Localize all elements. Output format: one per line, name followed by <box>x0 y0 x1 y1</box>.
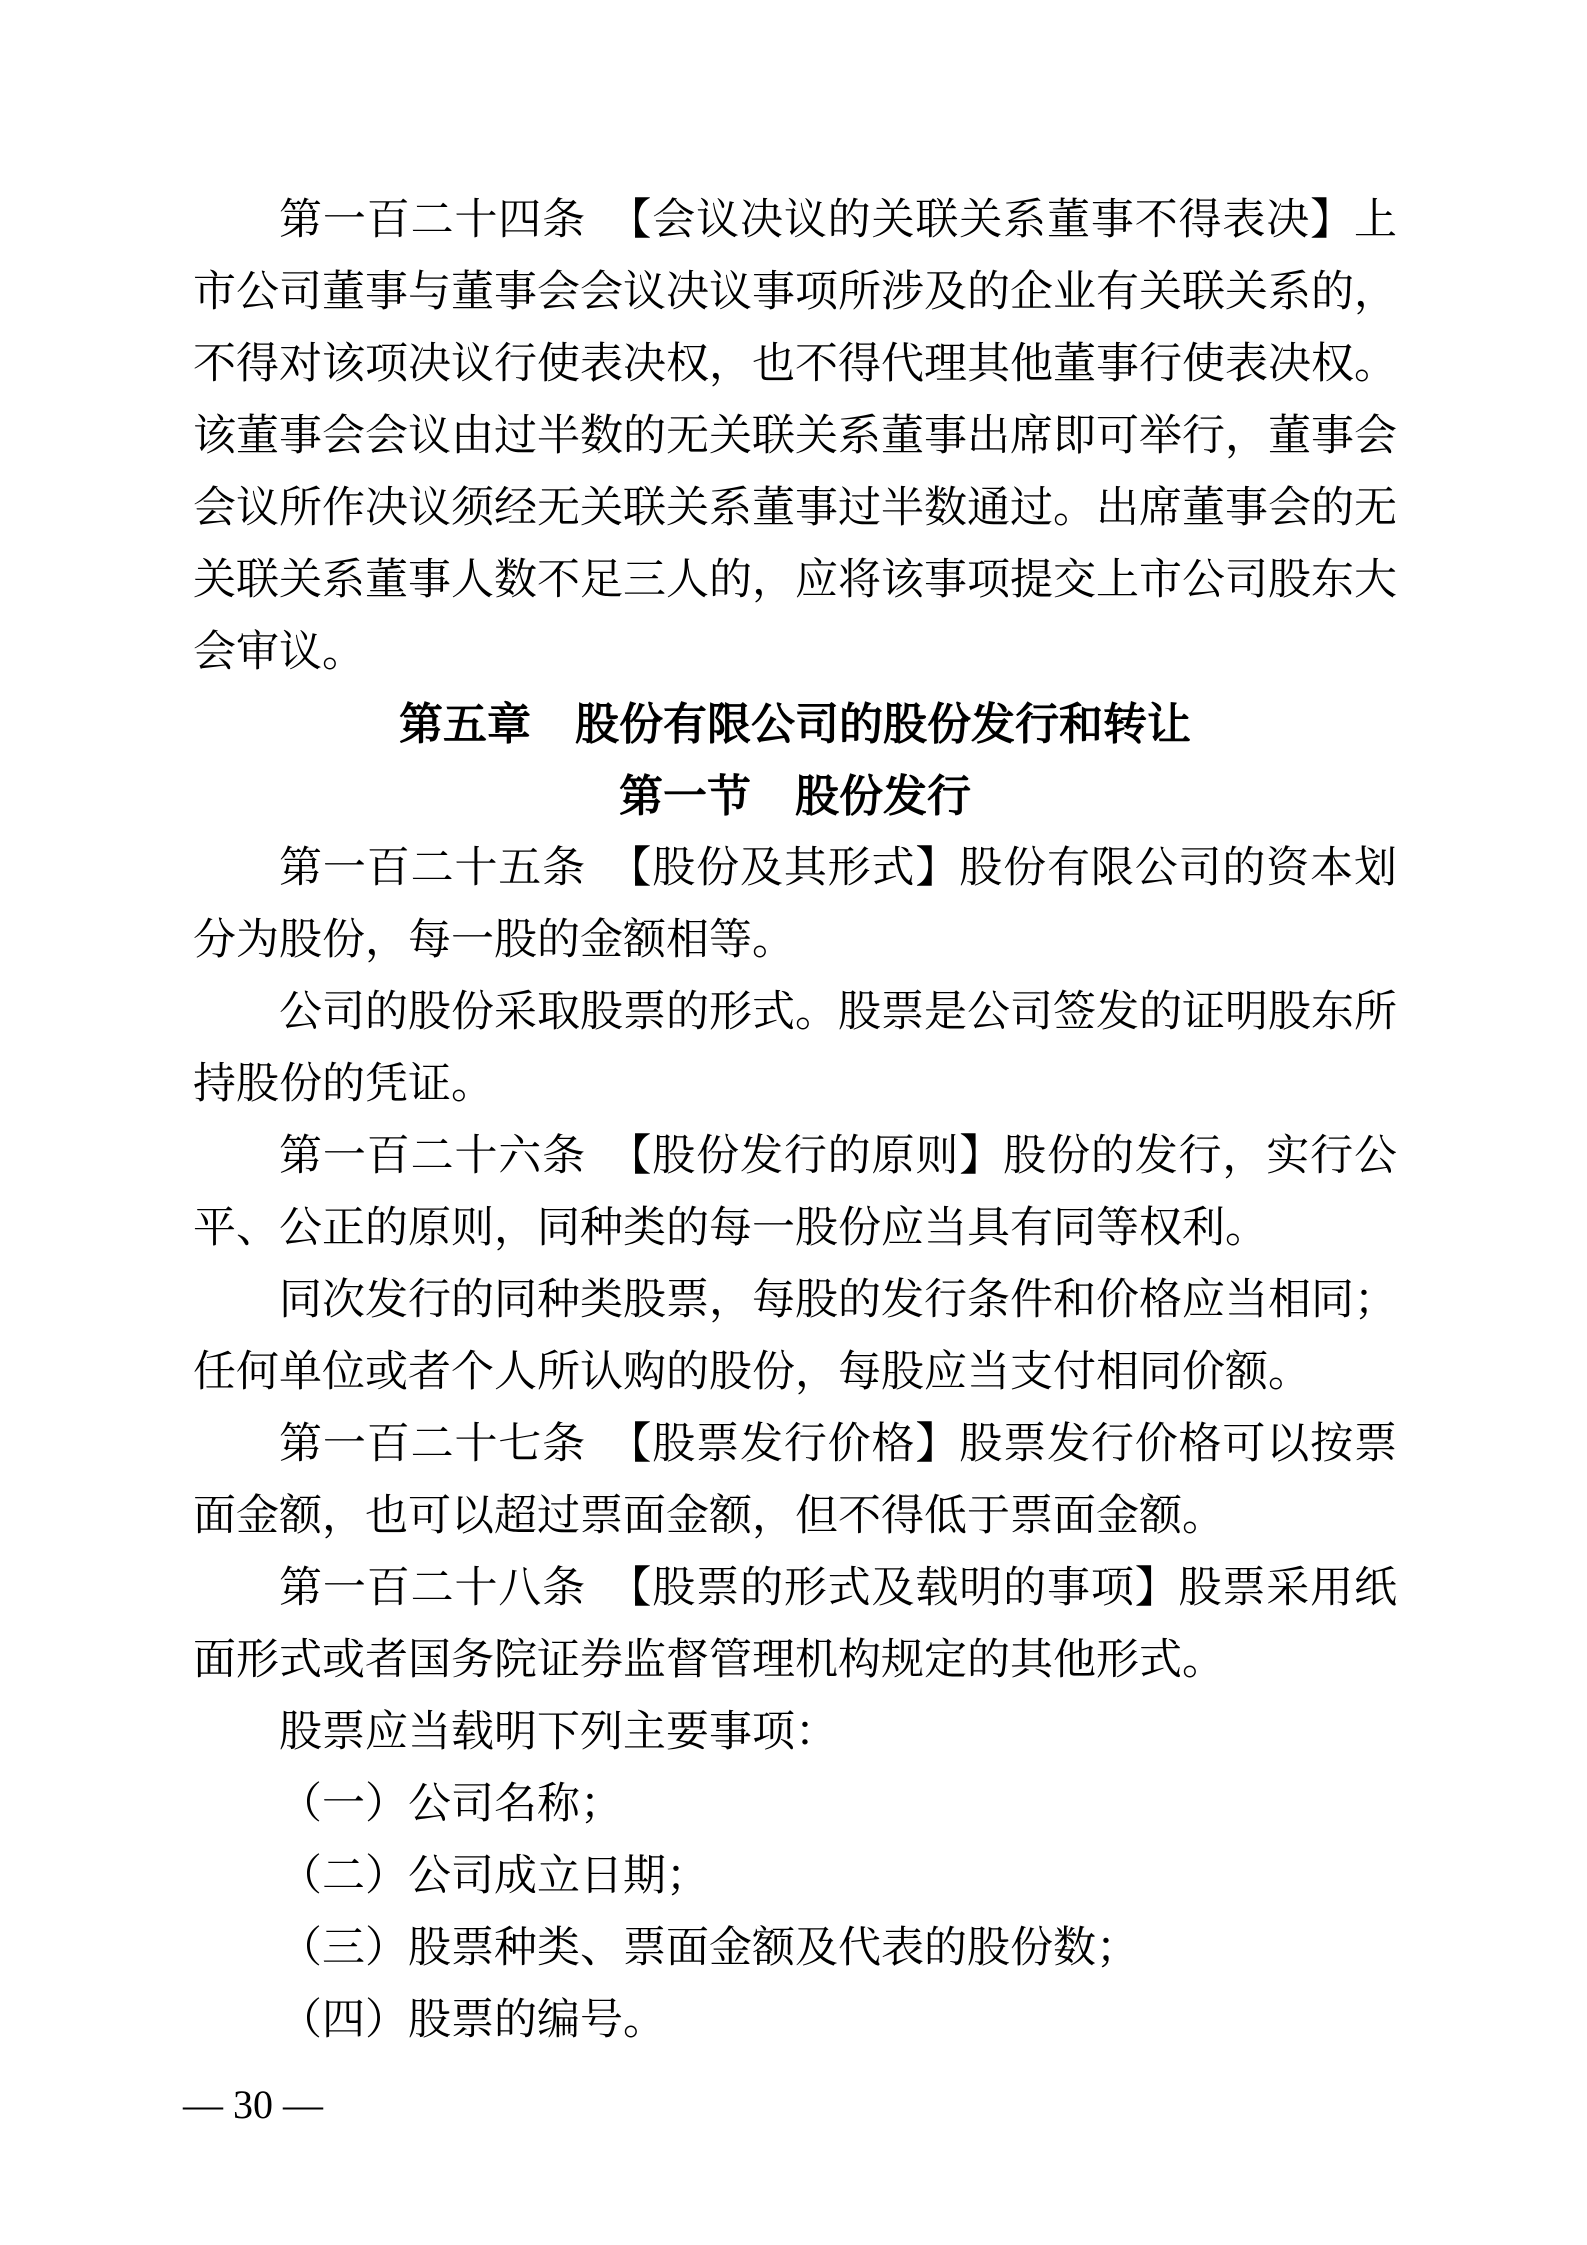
text-line: 同次发行的同种类股票，每股的发行条件和价格应当相同； <box>279 1277 1397 1324</box>
text-line: 会议所作决议须经无关联关系董事过半数通过。出席董事会的无 <box>193 485 1397 532</box>
text-line: 平、公正的原则，同种类的每一股份应当具有同等权利。 <box>193 1205 1268 1252</box>
text-line: （三）股票种类、票面金额及代表的股份数； <box>279 1925 1139 1972</box>
text-line: （四）股票的编号。 <box>279 1997 666 2044</box>
text-line: 分为股份，每一股的金额相等。 <box>193 917 795 964</box>
text-line: 市公司董事与董事会会议决议事项所涉及的企业有关联关系的， <box>193 269 1397 316</box>
text-line: 持股份的凭证。 <box>193 1061 494 1108</box>
text-line: 股票应当载明下列主要事项： <box>279 1709 838 1756</box>
section-heading: 第一节 股份发行 <box>619 772 971 821</box>
text-line: 该董事会会议由过半数的无关联关系董事出席即可举行，董事会 <box>193 413 1397 460</box>
text-line: 第一百二十七条 【股票发行价格】股票发行价格可以按票 <box>279 1421 1397 1468</box>
text-line: （二）公司成立日期； <box>279 1853 709 1900</box>
text-line: （一）公司名称； <box>279 1781 623 1828</box>
text-line: 公司的股份采取股票的形式。股票是公司签发的证明股东所 <box>279 989 1397 1036</box>
text-line: 不得对该项决议行使表决权，也不得代理其他董事行使表决权。 <box>193 341 1397 388</box>
text-line: 第一百二十五条 【股份及其形式】股份有限公司的资本划 <box>279 845 1397 892</box>
document-text-block <box>193 185 1397 2057</box>
text-line: 第一百二十八条 【股票的形式及载明的事项】股票采用纸 <box>279 1565 1397 1612</box>
text-line: 会审议。 <box>193 629 365 676</box>
text-line: 面形式或者国务院证券监督管理机构规定的其他形式。 <box>193 1637 1225 1684</box>
text-line: 第一百二十四条 【会议决议的关联关系董事不得表决】上 <box>279 197 1397 244</box>
text-line: 面金额，也可以超过票面金额，但不得低于票面金额。 <box>193 1493 1225 1540</box>
text-line: 任何单位或者个人所认购的股份，每股应当支付相同价额。 <box>193 1349 1311 1396</box>
page-number: — 30 — <box>183 2082 323 2127</box>
text-line: 关联关系董事人数不足三人的，应将该事项提交上市公司股东大 <box>193 557 1397 604</box>
chapter-heading: 第五章 股份有限公司的股份发行和转让 <box>399 700 1191 749</box>
text-line: 第一百二十六条 【股份发行的原则】股份的发行，实行公 <box>279 1133 1397 1180</box>
